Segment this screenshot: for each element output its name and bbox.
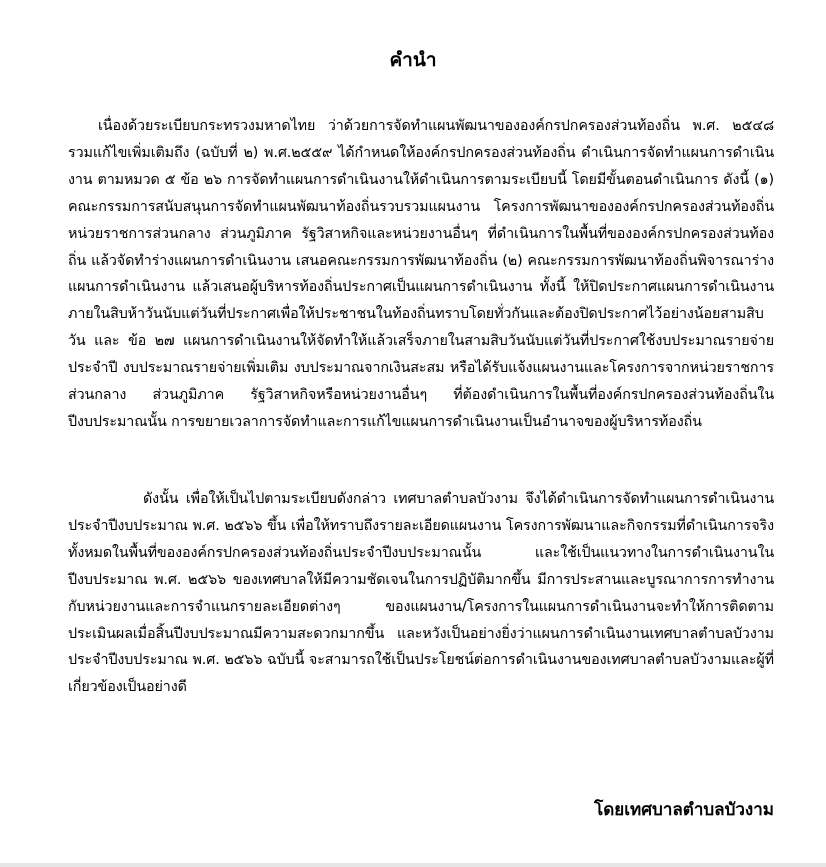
page-bottom-edge [0,863,826,867]
page-title: คำนำ [389,49,437,71]
paragraph-intro: เนื่องด้วยระเบียบกระทรวงมหาดไทย ว่าด้วยการจัดทำแผนพัฒนาขององค์กรปกครองส่วนท้องถิ่น พ.ศ. ๒๕๔๘ รวมแก้ไขเพิ่มเติมถึง (ฉบับที่ ๒) พ.ศ.๒๕๕๙ ได้กำหนดให้องค์กรปกครองส่วนท้องถิ่น ดำเนินการจัดทำแผนการดำเนินงาน ตามหมวด ๕ ข้อ ๒๖ การจัดทำแผนการดำเนินงานให้ดำเนินการตามระเบียบนี้ โดยมีขั้นตอนดำเนินการ ดังนี้ (๑) คณะกรรมการสนับสนุนการจัดทำแผนพัฒนาท้องถิ่นรวบรวมแผนงาน โครงการพัฒนาขององค์กรปกครองส่วนท้องถิ่น หน่วยราชการส่วนกลาง ส่วนภูมิภาค รัฐวิสาหกิจและหน่วยงานอื่นๆ ที่ดำเนินการในพื้นที่ขององค์กรปกครองส่วนท้องถิ่น แล้วจัดทำร่างแผนการดำเนินงาน เสนอคณะกรรมการพัฒนาท้องถิ่น (๒) คณะกรรมการพัฒนาท้องถิ่นพิจารณาร่างแผนการดำเนินงาน แล้วเสนอผู้บริหารท้องถิ่นประกาศเป็นแผนการดำเนินงาน ทั้งนี้ ให้ปิดประกาศแผนการดำเนินงานภายในสิบห้าวันนับแต่วันที่ประกาศเพื่อให้ประชาชนในท้องถิ่นทราบโดยทั่วกันและต้องปิดประกาศไว้อย่างน้อยสามสิบวัน และ ข้อ ๒๗ แผนการดำเนินงานให้จัดทำให้แล้วเสร็จภายในสามสิบวันนับแต่วันที่ประกาศใช้งบประมาณรายจ่ายประจำปี งบประมาณรายจ่ายเพิ่มเติม งบประมาณจากเงินสะสม หรือได้รับแจ้งแผนงานและโครงการจากหน่วยราชการส่วนกลาง ส่วนภูมิภาค รัฐวิสาหกิจหรือหน่วยงานอื่นๆ ที่ต้องดำเนินการในพื้นที่องค์กรปกครองส่วนท้องถิ่นในปีงบประมาณนั้น การขยายเวลาการจัดทำและการแก้ไขแผนการดำเนินงานเป็นอำนาจของผู้บริหารท้องถิ่น [68,118,774,430]
signature-line: โดยเทศบาลตำบลบัวงาม [594,800,774,820]
paragraph-conclusion: ดังนั้น เพื่อให้เป็นไปตามระเบียบดังกล่าว เทศบาลตำบลบัวงาม จึงได้ดำเนินการจัดทำแผนการดำเนินงาน ประจำปีงบประมาณ พ.ศ. ๒๕๖๖ ขึ้น เพื่อให้ทราบถึงรายละเอียดแผนงาน โครงการพัฒนาและกิจกรรมที่ดำเนินการจริงทั้งหมดในพื้นที่ขององค์กรปกครองส่วนท้องถิ่นประจำปีงบประมาณนั้น และใช้เป็นแนวทางในการดำเนินงานในปีงบประมาณ พ.ศ. ๒๕๖๖ ของเทศบาลให้มีความชัดเจนในการปฏิบัติมากขึ้น มีการประสานและบูรณาการการทำงานกับหน่วยงานและการจำแนกรายละเอียดต่างๆ ของแผนงาน/โครงการในแผนการดำเนินงานจะทำให้การติดตามประเมินผลเมื่อสิ้นปีงบประมาณมีความสะดวกมากขึ้น และหวังเป็นอย่างยิ่งว่าแผนการดำเนินงานเทศบาลตำบลบัวงาม ประจำปีงบประมาณ พ.ศ. ๒๕๖๖ ฉบับนี้ จะสามารถใช้เป็นประโยชน์ต่อการดำเนินงานของเทศบาลตำบลบัวงามและผู้ที่เกี่ยวข้องเป็นอย่างดี [68,491,774,696]
